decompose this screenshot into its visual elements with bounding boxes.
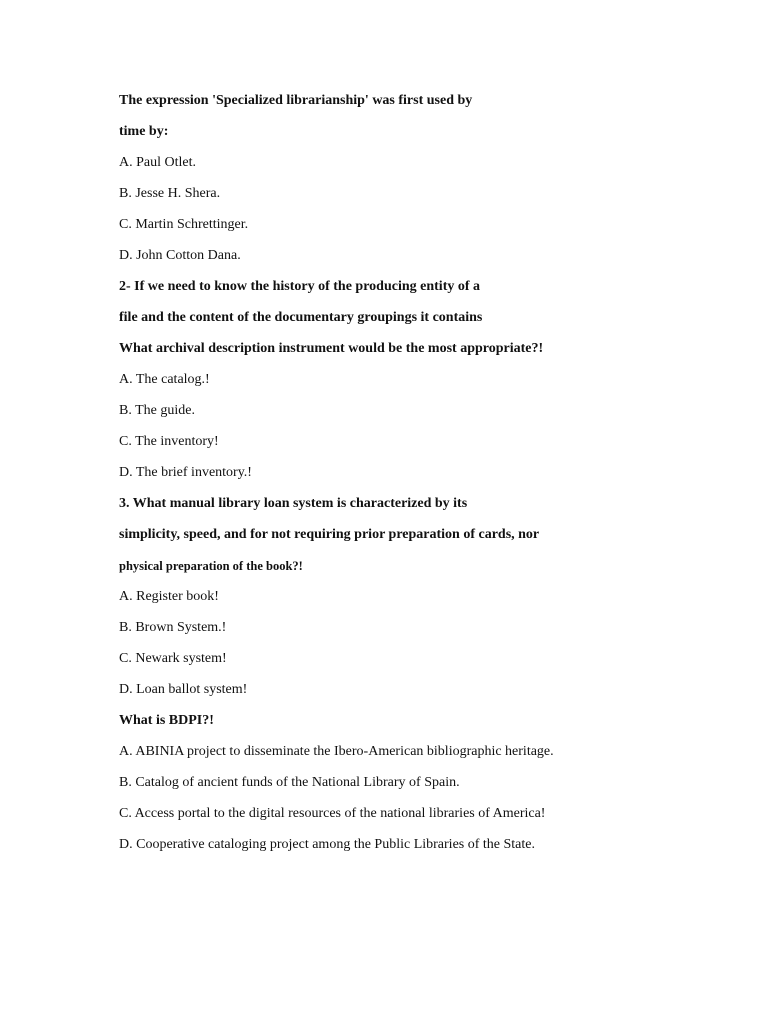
question-1-option-c: C. Martin Schrettinger. [119,217,249,232]
question-3-option-c: C. Newark system! [119,651,227,666]
question-1-option-b: B. Jesse H. Shera. [119,186,221,201]
question-4-option-b: B. Catalog of ancient funds of the National Library of Spain. [119,775,460,790]
question-3-option-b: B. Brown System.! [119,620,227,635]
question-3-option-a: A. Register book! [119,589,219,604]
question-2-option-d: D. The brief inventory.! [119,465,252,480]
question-2-option-c: C. The inventory! [119,434,219,449]
question-2-stem-line-3: What archival description instrument would be the most appropriate?! [119,341,544,356]
question-1-option-d: D. John Cotton Dana. [119,248,241,263]
question-1-stem-line-1: The expression 'Specialized librarianship' was first used by [119,93,473,108]
question-4-stem-line-1: What is BDPI?! [119,713,214,728]
question-4-option-a: A. ABINIA project to disseminate the Ibero-American bibliographic heritage. [119,744,554,759]
question-2-stem-line-1: 2- If we need to know the history of the producing entity of a [119,279,481,294]
question-4-option-c: C. Access portal to the digital resources of the national libraries of America! [119,806,546,821]
question-2-stem-line-2: file and the content of the documentary groupings it contains [119,310,483,325]
question-3-stem-line-3: physical preparation of the book?! [119,559,303,573]
question-2-option-b: B. The guide. [119,403,195,418]
question-1-option-a: A. Paul Otlet. [119,155,196,170]
question-2-option-a: A. The catalog.! [119,372,210,387]
question-3-stem-line-1: 3. What manual library loan system is characterized by its [119,496,468,511]
question-1-stem-line-2: time by: [119,124,169,139]
question-3-option-d: D. Loan ballot system! [119,682,248,697]
question-3-stem-line-2: simplicity, speed, and for not requiring prior preparation of cards, nor [119,527,540,542]
question-4-option-d: D. Cooperative cataloging project among the Public Libraries of the State. [119,837,535,852]
